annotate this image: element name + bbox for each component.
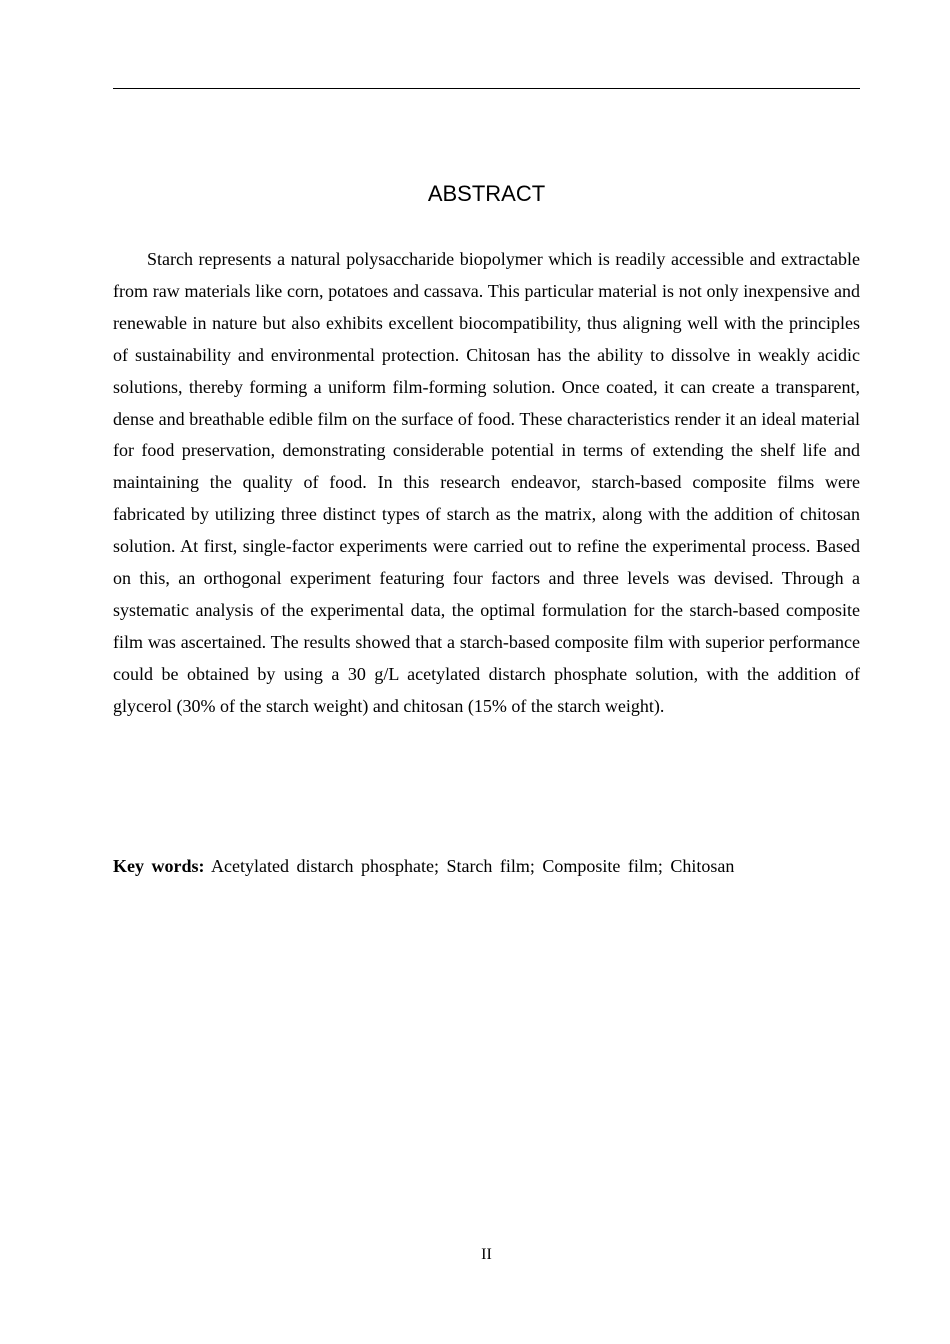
keywords-list: Acetylated distarch phosphate; Starch film; Composite film; Chitosan xyxy=(211,856,735,876)
keywords-label: Key words: xyxy=(113,856,205,876)
abstract-title: ABSTRACT xyxy=(427,181,546,206)
keywords-line xyxy=(113,851,860,883)
abstract-paragraph: Starch represents a natural polysaccharide biopolymer which is readily accessible and extractable from raw materials like corn, potatoes and cassava. This particular material is not only inexpensive and renewable in nature but also exhibits excellent biocompatibility, thus aligning well with the principles of sustainability and environmental protection. Chitosan has the ability to dissolve in weakly acidic solutions, thereby forming a uniform film-forming solution. Once coated, it can create a transparent, dense and breathable edible film on the surface of food. These characteristics render it an ideal material for food preservation, demonstrating considerable potential in terms of extending the shelf life and maintaining the quality of food. In this research endeavor, starch-based composite films were fabricated by utilizing three distinct types of starch as the matrix, along with the addition of chitosan solution. At first, single-factor experiments were carried out to refine the experimental process. Based on this, an orthogonal experiment featuring four factors and three levels was devised. Through a systematic analysis of the experimental data, the optimal formulation for the starch-based composite film was ascertained. The results showed that a starch-based composite film with superior performance could be obtained by using a 30 g/L acetylated distarch phosphate solution, with the addition of glycerol (30% of the starch weight) and chitosan (15% of the starch weight). xyxy=(113,249,860,716)
page-number: II xyxy=(481,1246,492,1263)
header-rule xyxy=(113,88,860,89)
